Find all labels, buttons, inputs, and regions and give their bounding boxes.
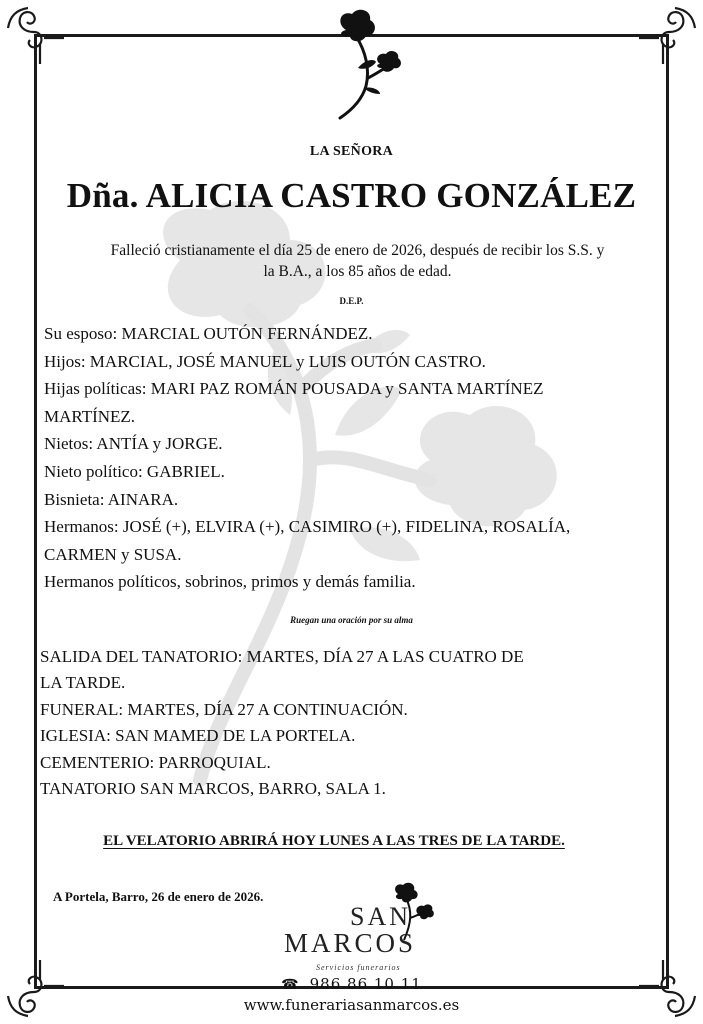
death-notice-text	[80, 240, 635, 282]
place-date: A Portela, Barro, 26 de enero de 2026.	[53, 889, 264, 904]
flower-icon	[328, 8, 408, 120]
family-line: Hermanos: JOSÉ (+), ELVIRA (+), CASIMIRO (+), FIDELINA, ROSALÍA,	[44, 517, 571, 537]
death-notice-line: la B.A., a los 85 años de edad.	[263, 263, 452, 280]
wake-notice: EL VELATORIO ABRIRÁ HOY LUNES A LAS TRES DE LA TARDE.	[103, 833, 565, 849]
family-line: MARTÍNEZ.	[44, 406, 136, 426]
corner-ornament-icon	[637, 4, 699, 66]
funeral-home-logo	[268, 880, 438, 975]
service-line: CEMENTERIO: PARROQUIAL.	[40, 752, 271, 772]
website-link[interactable]: www.funerariasanmarcos.es	[243, 996, 460, 1014]
prayer-request: Ruegan una oración por su alma	[290, 615, 413, 625]
logo-subtitle: Servicios funerarios	[316, 963, 401, 972]
service-line: FUNERAL: MARTES, DÍA 27 A CONTINUACIÓN.	[40, 699, 408, 719]
service-line: LA TARDE.	[40, 673, 126, 693]
death-notice-line: Falleció cristianamente el día 25 de enero de 2026, después de recibir los S.S. y	[110, 242, 605, 259]
service-line: SALIDA DEL TANATORIO: MARTES, DÍA 27 A LAS CUATRO DE	[40, 647, 524, 666]
corner-ornament-icon	[4, 4, 66, 66]
telephone-icon: ☎	[281, 977, 300, 993]
family-list	[44, 320, 664, 596]
phone-contact	[0, 975, 703, 993]
family-line: Hermanos políticos, sobrinos, primos y demás familia.	[44, 572, 416, 592]
logo-text-marcos: MARCOS	[284, 928, 417, 958]
service-line: TANATORIO SAN MARCOS, BARRO, SALA 1.	[40, 779, 386, 799]
phone-number: 986 86 10 11	[309, 975, 422, 993]
logo-text-san: SAN	[350, 902, 412, 931]
dep-label: D.E.P.	[339, 296, 364, 306]
deceased-name: Dña. ALICIA CASTRO GONZÁLEZ	[66, 176, 637, 215]
family-line: Nieto político: GABRIEL.	[44, 461, 225, 481]
service-line: IGLESIA: SAN MAMED DE LA PORTELA.	[40, 726, 356, 746]
family-line: Su esposo: MARCIAL OUTÓN FERNÁNDEZ.	[44, 324, 373, 343]
title-prefix: LA SEÑORA	[309, 144, 394, 159]
family-line: CARMEN y SUSA.	[44, 544, 182, 564]
family-line: Bisnieta: AINARA.	[44, 489, 179, 509]
family-line: Hijas políticas: MARI PAZ ROMÁN POUSADA y SANTA MARTÍNEZ	[44, 379, 544, 399]
services-list	[40, 644, 660, 802]
family-line: Hijos: MARCIAL, JOSÉ MANUEL y LUIS OUTÓN CASTRO.	[44, 351, 486, 371]
family-line: Nietos: ANTÍA y JORGE.	[44, 434, 223, 454]
